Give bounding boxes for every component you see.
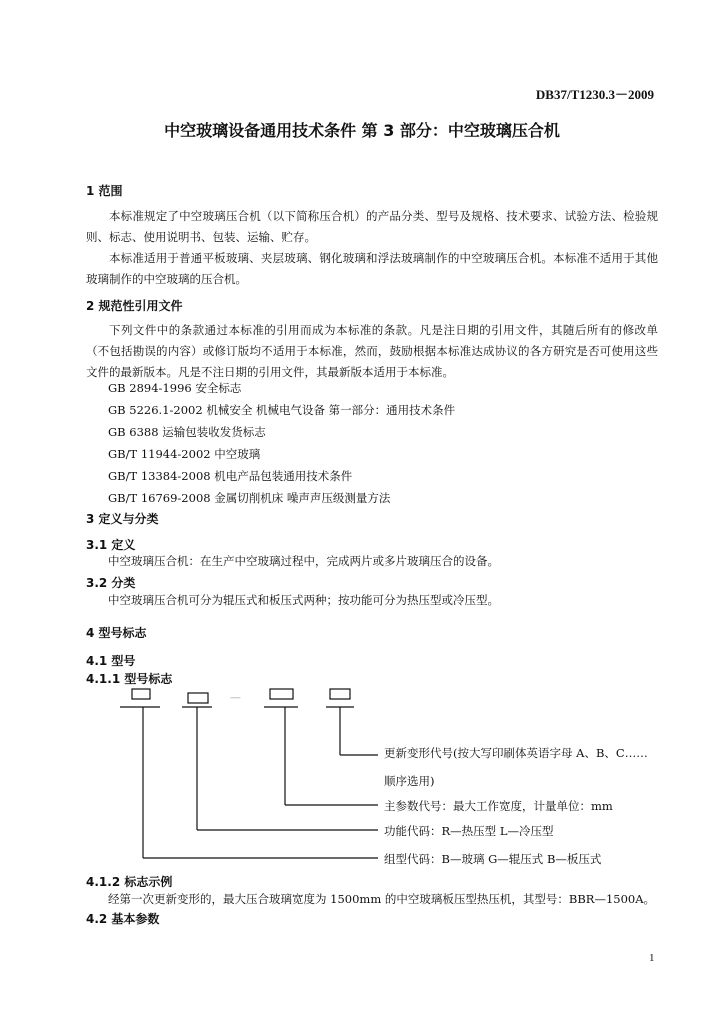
section-3-2-heading: 3.2 分类 — [86, 576, 136, 590]
section-3-heading: 3 定义与分类 — [86, 512, 159, 526]
reference-item: GB 6388 运输包装收发货标志 — [108, 425, 266, 439]
section-1-paragraph: 本标准规定了中空玻璃压合机（以下简称压合机）的产品分类、型号及规格、技术要求、试验方法、检验规则、标志、使用说明书、包装、运输、贮存。 — [86, 209, 658, 244]
main-parameter-box — [270, 689, 293, 699]
section-2-paragraph: 下列文件中的条款通过本标准的引用而成为本标准的条款。凡是注日期的引用文件，其随后所有的修改单（不包括勘误的内容）或修订版均不适用于本标准，然而，鼓励根据本标准达成协议的各方研究是否可使用这些文件的最新版本。凡是不注日期的引用文件，其最新版本适用于本标准。 — [86, 323, 658, 379]
section-2-body — [86, 320, 658, 383]
section-4-heading: 4 型号标志 — [86, 626, 147, 640]
reference-item: GB 2894-1996 安全标志 — [108, 381, 242, 395]
reference-item: GB/T 13384-2008 机电产品包装通用技术条件 — [108, 469, 353, 483]
reference-item: GB 5226.1-2002 机械安全 机械电气设备 第一部分：通用技术条件 — [108, 403, 456, 417]
function-code-label: 功能代码：R—热压型 L—冷压型 — [384, 824, 554, 838]
variant-code-box — [330, 689, 350, 699]
variant-code-label: 更新变形代号(按大写印刷体英语字母 A、B、C…… — [384, 746, 648, 760]
function-code-box — [188, 693, 208, 703]
section-4-1-heading: 4.1 型号 — [86, 654, 136, 668]
page-number: 1 — [649, 952, 655, 964]
variant-code-label-cont: 顺序选用) — [384, 774, 435, 788]
section-4-1-2-text: 经第一次更新变形的，最大压合玻璃宽度为 1500mm 的中空玻璃板压型热压机，其型号：BBR—1500A。 — [108, 892, 656, 906]
section-3-1-heading: 3.1 定义 — [86, 538, 136, 552]
main-parameter-label: 主参数代号：最大工作宽度，计量单位：mm — [384, 799, 613, 813]
separator-dash: — — [230, 691, 241, 704]
section-3-2-text: 中空玻璃压合机可分为辊压式和板压式两种；按功能可分为热压型或冷压型。 — [108, 593, 499, 607]
group-code-box — [132, 689, 150, 699]
section-4-1-1-heading: 4.1.1 型号标志 — [86, 672, 173, 686]
reference-item: GB/T 11944-2002 中空玻璃 — [108, 447, 261, 461]
standard-number: DB37/T1230.3－2009 — [535, 87, 654, 102]
document-title: 中空玻璃设备通用技术条件 第 3 部分：中空玻璃压合机 — [164, 121, 560, 140]
section-4-1-2-heading: 4.1.2 标志示例 — [86, 875, 173, 889]
model-designation-diagram — [100, 680, 400, 880]
section-2-heading: 2 规范性引用文件 — [86, 299, 183, 313]
section-1-body — [86, 206, 658, 290]
section-4-2-heading: 4.2 基本参数 — [86, 912, 160, 926]
section-1-heading: 1 范围 — [86, 184, 123, 198]
group-code-label: 组型代码：B—玻璃 G—辊压式 B—板压式 — [384, 852, 602, 866]
section-1-paragraph: 本标准适用于普通平板玻璃、夹层玻璃、钢化玻璃和浮法玻璃制作的中空玻璃压合机。本标准不适用于其他玻璃制作的中空玻璃的压合机。 — [86, 251, 658, 286]
reference-item: GB/T 16769-2008 金属切削机床 噪声声压级测量方法 — [108, 491, 391, 505]
section-3-1-text: 中空玻璃压合机：在生产中空玻璃过程中，完成两片或多片玻璃压合的设备。 — [108, 554, 499, 568]
